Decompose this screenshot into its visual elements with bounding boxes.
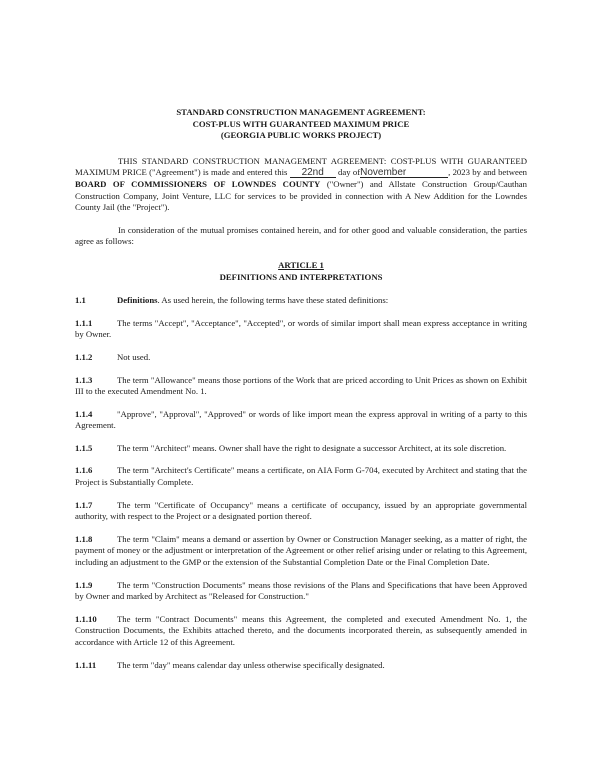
intro-paragraph [75,156,527,214]
definition-text: The term "Claim" means a demand or assertion by Owner or Construction Manager seeking, as a matter of right, the payment of money or the adjustment or interpretation of the Agreement or other relief arising under or relating to this Agreement, including an adjustment to the GMP or the extension of the Substantial Completion Date or the Final Completion Date. [75,533,527,568]
definition-item [75,580,527,603]
article-number: ARTICLE 1 [278,259,324,270]
definition-number: 1.1.3 [75,374,93,385]
intro-text: THIS STANDARD CONSTRUCTION MANAGEMENT AGREEMENT: COST-PLUS WITH GUARANTEED MAXIMUM PRICE ("Agreement") is made and entered this [75,155,527,178]
document-page [75,107,527,671]
definition-number: 1.1.8 [75,533,93,544]
definition-number: 1.1.10 [75,613,97,624]
section-number: 1.1 [75,295,86,306]
intro-text: , 2023 by and between [448,167,528,178]
definition-number: 1.1.6 [75,465,93,476]
definition-number: 1.1.7 [75,499,93,510]
title-line: COST-PLUS WITH GUARANTEED MAXIMUM PRICE [192,118,410,129]
definition-number: 1.1.9 [75,579,93,590]
section-text: . As used herein, the following terms have these stated definitions: [157,295,389,306]
section-heading: Definitions [117,295,158,306]
definition-text: The term "Architect" means. Owner shall have the right to designate a successor Architect, at its sole discretion. [117,442,507,453]
day-fill: 22nd [290,168,336,178]
title-line: (GEORGIA PUBLIC WORKS PROJECT) [220,130,382,141]
definition-text: The term "Allowance" means those portions of the Work that are priced according to Unit Prices as shown on Exhibit III to the executed Amendment No. 1. [75,374,527,397]
definition-item [75,375,527,398]
definition-number: 1.1.2 [75,351,93,362]
definition-text: The term "Architect's Certificate" means a certificate, on AIA Form G-704, executed by Architect and stating that the Project is Substantially Complete. [75,465,527,488]
definition-text: Not used. [117,351,151,362]
section-1-1 [75,295,527,307]
definition-text: "Approve", "Approval", "Approved" or words of like import mean the express approval in writing of a party to this Agreement. [75,408,527,431]
intro-text: ("Owner") and Allstate Construction Group/Cauthan Construction Company, Joint Venture, LLC for services to be provided in connection with A New Addition for the Lowndes County Jail (the "Project"). [75,178,528,213]
article-heading [75,260,527,283]
definition-item [75,614,527,649]
title-line: STANDARD CONSTRUCTION MANAGEMENT AGREEMENT: [176,107,426,117]
definition-item [75,443,527,455]
definition-number: 1.1.11 [75,659,97,670]
document-title [75,107,527,142]
article-title: DEFINITIONS AND INTERPRETATIONS [219,271,383,282]
owner-name: BOARD OF COMMISSIONERS OF LOWNDES COUNTY [75,178,321,189]
definitions-list [75,318,527,671]
definition-number: 1.1.5 [75,442,93,453]
definition-item [75,409,527,432]
definition-number: 1.1.4 [75,408,93,419]
intro-text: day of [338,167,361,178]
consideration-paragraph: In consideration of the mutual promises contained herein, and for other good and valuable consideration, the parties agree as follows: [75,224,527,247]
definition-item [75,352,527,364]
definition-text: The term "Certificate of Occupancy" means a certificate of occupancy, issued by an appropriate governmental authority, with respect to the Project or a designated portion thereof. [75,499,527,522]
definition-item [75,660,527,672]
definition-item [75,500,527,523]
definition-text: The terms "Accept", "Acceptance", "Accepted", or words of similar import shall mean express acceptance in writing by Owner. [75,317,527,340]
definition-text: The term "Construction Documents" means those revisions of the Plans and Specifications that have been Approved by Owner and marked by Architect as "Released for Construction." [75,579,527,602]
month-fill: November [360,168,448,178]
definition-item [75,318,527,341]
definition-text: The term "day" means calendar day unless otherwise specifically designated. [117,659,385,670]
definition-item [75,534,527,569]
definition-item [75,465,527,488]
definition-text: The term "Contract Documents" means this Agreement, the completed and executed Amendment No. 1, the Construction Documents, the Exhibits attached thereto, and the documents incorporated therein, as subsequently amended in accordance with Article 12 of this Agreement. [75,613,527,647]
definition-number: 1.1.1 [75,317,93,328]
